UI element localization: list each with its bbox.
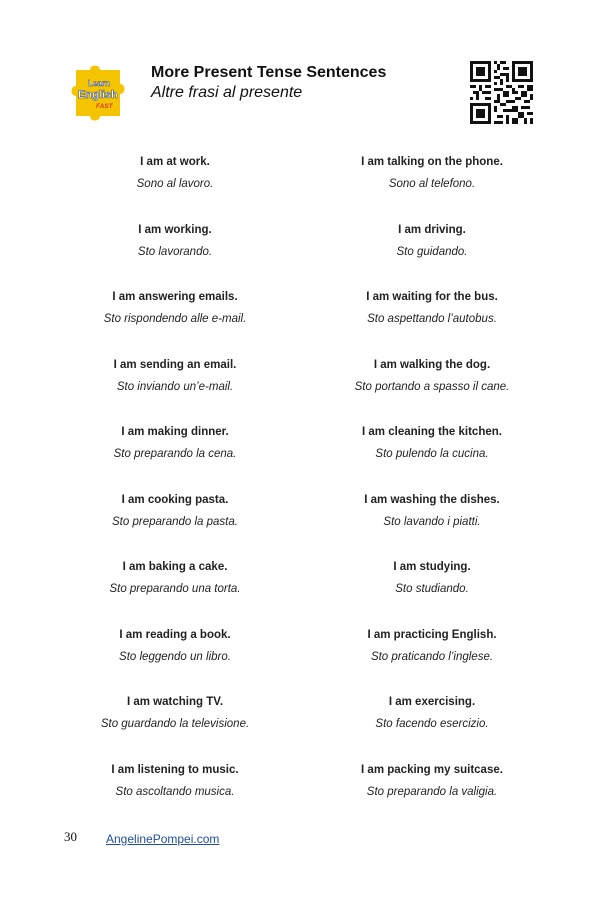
website-link[interactable]: AngelinePompei.com	[106, 832, 220, 846]
english-sentence: I am washing the dishes.	[364, 493, 500, 506]
puzzle-logo-icon	[66, 62, 130, 124]
italian-translation: Sto preparando la cena.	[113, 448, 237, 460]
italian-translation: Sto guidando.	[396, 245, 468, 258]
logo-text-english: English	[78, 89, 118, 101]
italian-translation: Sto inviando un’e-mail.	[116, 380, 234, 393]
english-sentence: I am working.	[138, 223, 212, 236]
english-sentence: I am talking on the phone.	[361, 156, 503, 168]
italian-translation: Sto aspettando l’autobus.	[367, 313, 497, 325]
sentence-pair	[35, 560, 315, 628]
sentence-pair	[292, 493, 572, 561]
sentence-pair	[292, 223, 572, 291]
italian-translation: Sto lavorando.	[137, 245, 213, 258]
italian-translation: Sto facendo esercizio.	[375, 718, 489, 730]
italian-translation: Sto leggendo un libro.	[119, 650, 231, 663]
sentence-pair	[35, 493, 315, 561]
logo-text-learn: Learn	[88, 79, 110, 88]
right-column	[292, 155, 572, 830]
sentence-pair	[35, 155, 315, 223]
sentence-pair	[35, 695, 315, 763]
english-sentence: I am driving.	[398, 223, 466, 236]
english-sentence: I am answering emails.	[112, 291, 238, 303]
sentence-pair	[35, 223, 315, 291]
italian-translation: Sto studiando.	[395, 583, 469, 595]
english-sentence: I am watching TV.	[126, 696, 224, 708]
english-sentence: I am exercising.	[388, 696, 476, 708]
english-sentence: I am making dinner.	[121, 426, 229, 438]
english-sentence: I am packing my suitcase.	[361, 763, 503, 776]
english-sentence: I am baking a cake.	[122, 561, 228, 573]
italian-translation: Sto lavando i piatti.	[383, 515, 481, 528]
qr-code[interactable]	[470, 61, 533, 124]
sentence-pair	[292, 560, 572, 628]
italian-translation: Sto guardando la televisione.	[100, 718, 250, 730]
sentence-pair	[292, 155, 572, 223]
header-titles	[151, 64, 386, 103]
english-sentence: I am walking the dog.	[373, 358, 491, 371]
sentence-pair	[292, 763, 572, 831]
english-sentence: I am at work.	[140, 156, 210, 168]
english-sentence: I am listening to music.	[111, 763, 239, 776]
italian-translation: Sto rispondendo alle e-mail.	[103, 313, 247, 325]
page-title: More Present Tense Sentences	[151, 64, 387, 81]
left-column	[35, 155, 315, 830]
qr-code-icon	[470, 61, 533, 124]
sentence-pair	[292, 358, 572, 426]
italian-translation: Sono al lavoro.	[136, 178, 214, 190]
english-sentence: I am sending an email.	[113, 358, 237, 371]
english-sentence: I am studying.	[393, 561, 471, 573]
italian-translation: Sto ascoltando musica.	[115, 785, 235, 798]
italian-translation: Sto portando a spasso il cane.	[354, 380, 510, 393]
english-sentence: I am reading a book.	[119, 628, 231, 641]
sentence-pair	[35, 290, 315, 358]
sentence-pair	[35, 628, 315, 696]
learn-english-fast-logo	[66, 62, 130, 124]
english-sentence: I am waiting for the bus.	[366, 291, 498, 303]
english-sentence: I am practicing English.	[367, 628, 497, 641]
italian-translation: Sto preparando la pasta.	[112, 515, 238, 528]
english-sentence: I am cleaning the kitchen.	[362, 426, 502, 438]
italian-translation: Sto pulendo la cucina.	[375, 448, 489, 460]
sentence-pair	[35, 358, 315, 426]
italian-translation: Sto praticando l’inglese.	[370, 650, 494, 663]
italian-translation: Sto preparando una torta.	[109, 583, 241, 595]
sentence-pair	[292, 425, 572, 493]
italian-translation: Sono al telefono.	[388, 178, 476, 190]
english-sentence: I am cooking pasta.	[121, 493, 229, 506]
page-subtitle: Altre frasi al presente	[151, 84, 303, 101]
sentence-pair	[292, 695, 572, 763]
sentence-pair	[35, 425, 315, 493]
logo-text-fast: FAST	[96, 103, 113, 110]
sentence-pair	[292, 628, 572, 696]
sentence-pair	[292, 290, 572, 358]
italian-translation: Sto preparando la valigia.	[366, 785, 498, 798]
page-number: 30	[64, 829, 77, 844]
sentence-pair	[35, 763, 315, 831]
